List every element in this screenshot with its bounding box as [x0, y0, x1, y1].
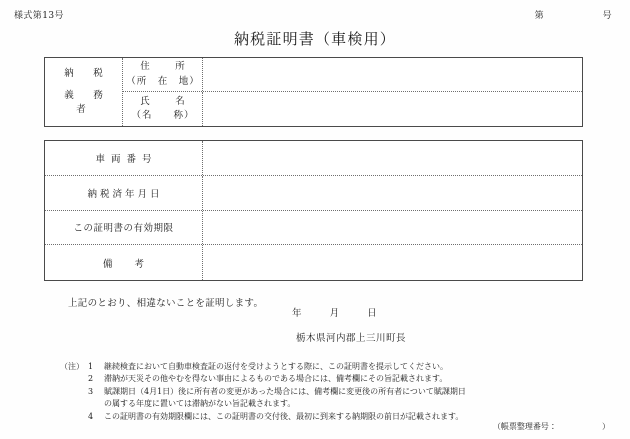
payment-date-label: 納税済年月日 [45, 176, 203, 210]
certification-statement: 上記のとおり、相違ないことを証明します。 [68, 298, 264, 309]
table-row [123, 58, 582, 92]
name-label-line1: 氏 名 [140, 95, 193, 107]
date-year-label: 年 [292, 308, 302, 319]
page-title: 納税証明書（車検用） [233, 30, 396, 48]
vehicle-number-value[interactable] [203, 141, 582, 175]
notes-list [60, 361, 466, 423]
note-text [104, 411, 466, 423]
remarks-value[interactable] [203, 245, 582, 280]
taxpayer-main-label [45, 58, 123, 126]
remarks-label: 備考 [45, 245, 203, 280]
note-number: 4 [88, 411, 94, 421]
form-number: 様式第13号 [14, 11, 64, 21]
note-number: 3 [88, 386, 94, 396]
list-item [88, 411, 466, 423]
note-text-line1: この証明書の有効期限欄には、この証明書の交付後、最初に到来する納期限の前日が記載されます。 [104, 411, 464, 421]
address-label-line1: 住 所 [140, 61, 193, 73]
note-text [104, 361, 466, 373]
taxpayer-fields [123, 58, 582, 126]
name-label [123, 92, 203, 126]
taxpayer-label-line2: 義 務 者 [64, 90, 123, 115]
list-item [88, 361, 466, 373]
taxpayer-table [44, 57, 583, 127]
notes-section [60, 361, 466, 423]
address-value[interactable] [203, 58, 582, 91]
expiry-date-label: この証明書の有効期限 [45, 211, 203, 245]
issuer-name: 栃木県河内郡上三川町長 [296, 333, 407, 344]
date-month-label: 月 [329, 308, 340, 319]
table-row [45, 211, 582, 246]
note-text-line1: 賦課期日（4月1日）後に所有者の変更があった場合には、備考欄に変更後の所有者について賦課期日 [104, 386, 466, 396]
name-label-line2: （名 称） [131, 110, 195, 121]
list-item [88, 386, 466, 411]
note-text-line1: 継続検査において自動車検査証の返付を受けようとする際に、この証明書を提示してください。 [104, 362, 448, 371]
expiry-date-value[interactable] [203, 211, 582, 245]
table-row [123, 92, 582, 126]
list-item [88, 373, 466, 385]
date-day-label: 日 [367, 308, 377, 319]
note-text [104, 386, 466, 411]
vehicle-number-label: 車両番号 [45, 141, 203, 175]
ledger-label: （帳票整理番号： [492, 422, 557, 431]
note-number: 2 [88, 374, 94, 384]
notes-heading: （注） [60, 362, 84, 371]
issue-date-line [292, 305, 377, 319]
table-row [45, 58, 582, 126]
address-label-line2: （所 在 地） [126, 75, 200, 87]
table-row [45, 141, 582, 176]
note-text [104, 373, 466, 385]
taxpayer-label-line1: 納 税 [64, 68, 108, 80]
address-label [123, 58, 203, 91]
name-value[interactable] [203, 92, 582, 126]
note-number: 1 [88, 362, 94, 371]
ledger-close-paren: ） [602, 422, 610, 431]
vehicle-info-table [44, 140, 583, 281]
payment-date-value[interactable] [203, 176, 582, 210]
table-row [45, 245, 582, 280]
document-serial-number [535, 8, 612, 21]
serial-prefix-label: 第 [534, 11, 545, 21]
ledger-serial-number [493, 421, 610, 432]
note-text-line2: の属する年度に置いては滞納がない旨記載されます。 [104, 399, 296, 409]
table-row [45, 176, 582, 211]
serial-suffix-label: 号 [602, 11, 612, 21]
note-text-line1: 滞納が天災その他やむを得ない事由によるものである場合には、備考欄にその旨記載されます。 [104, 374, 448, 384]
